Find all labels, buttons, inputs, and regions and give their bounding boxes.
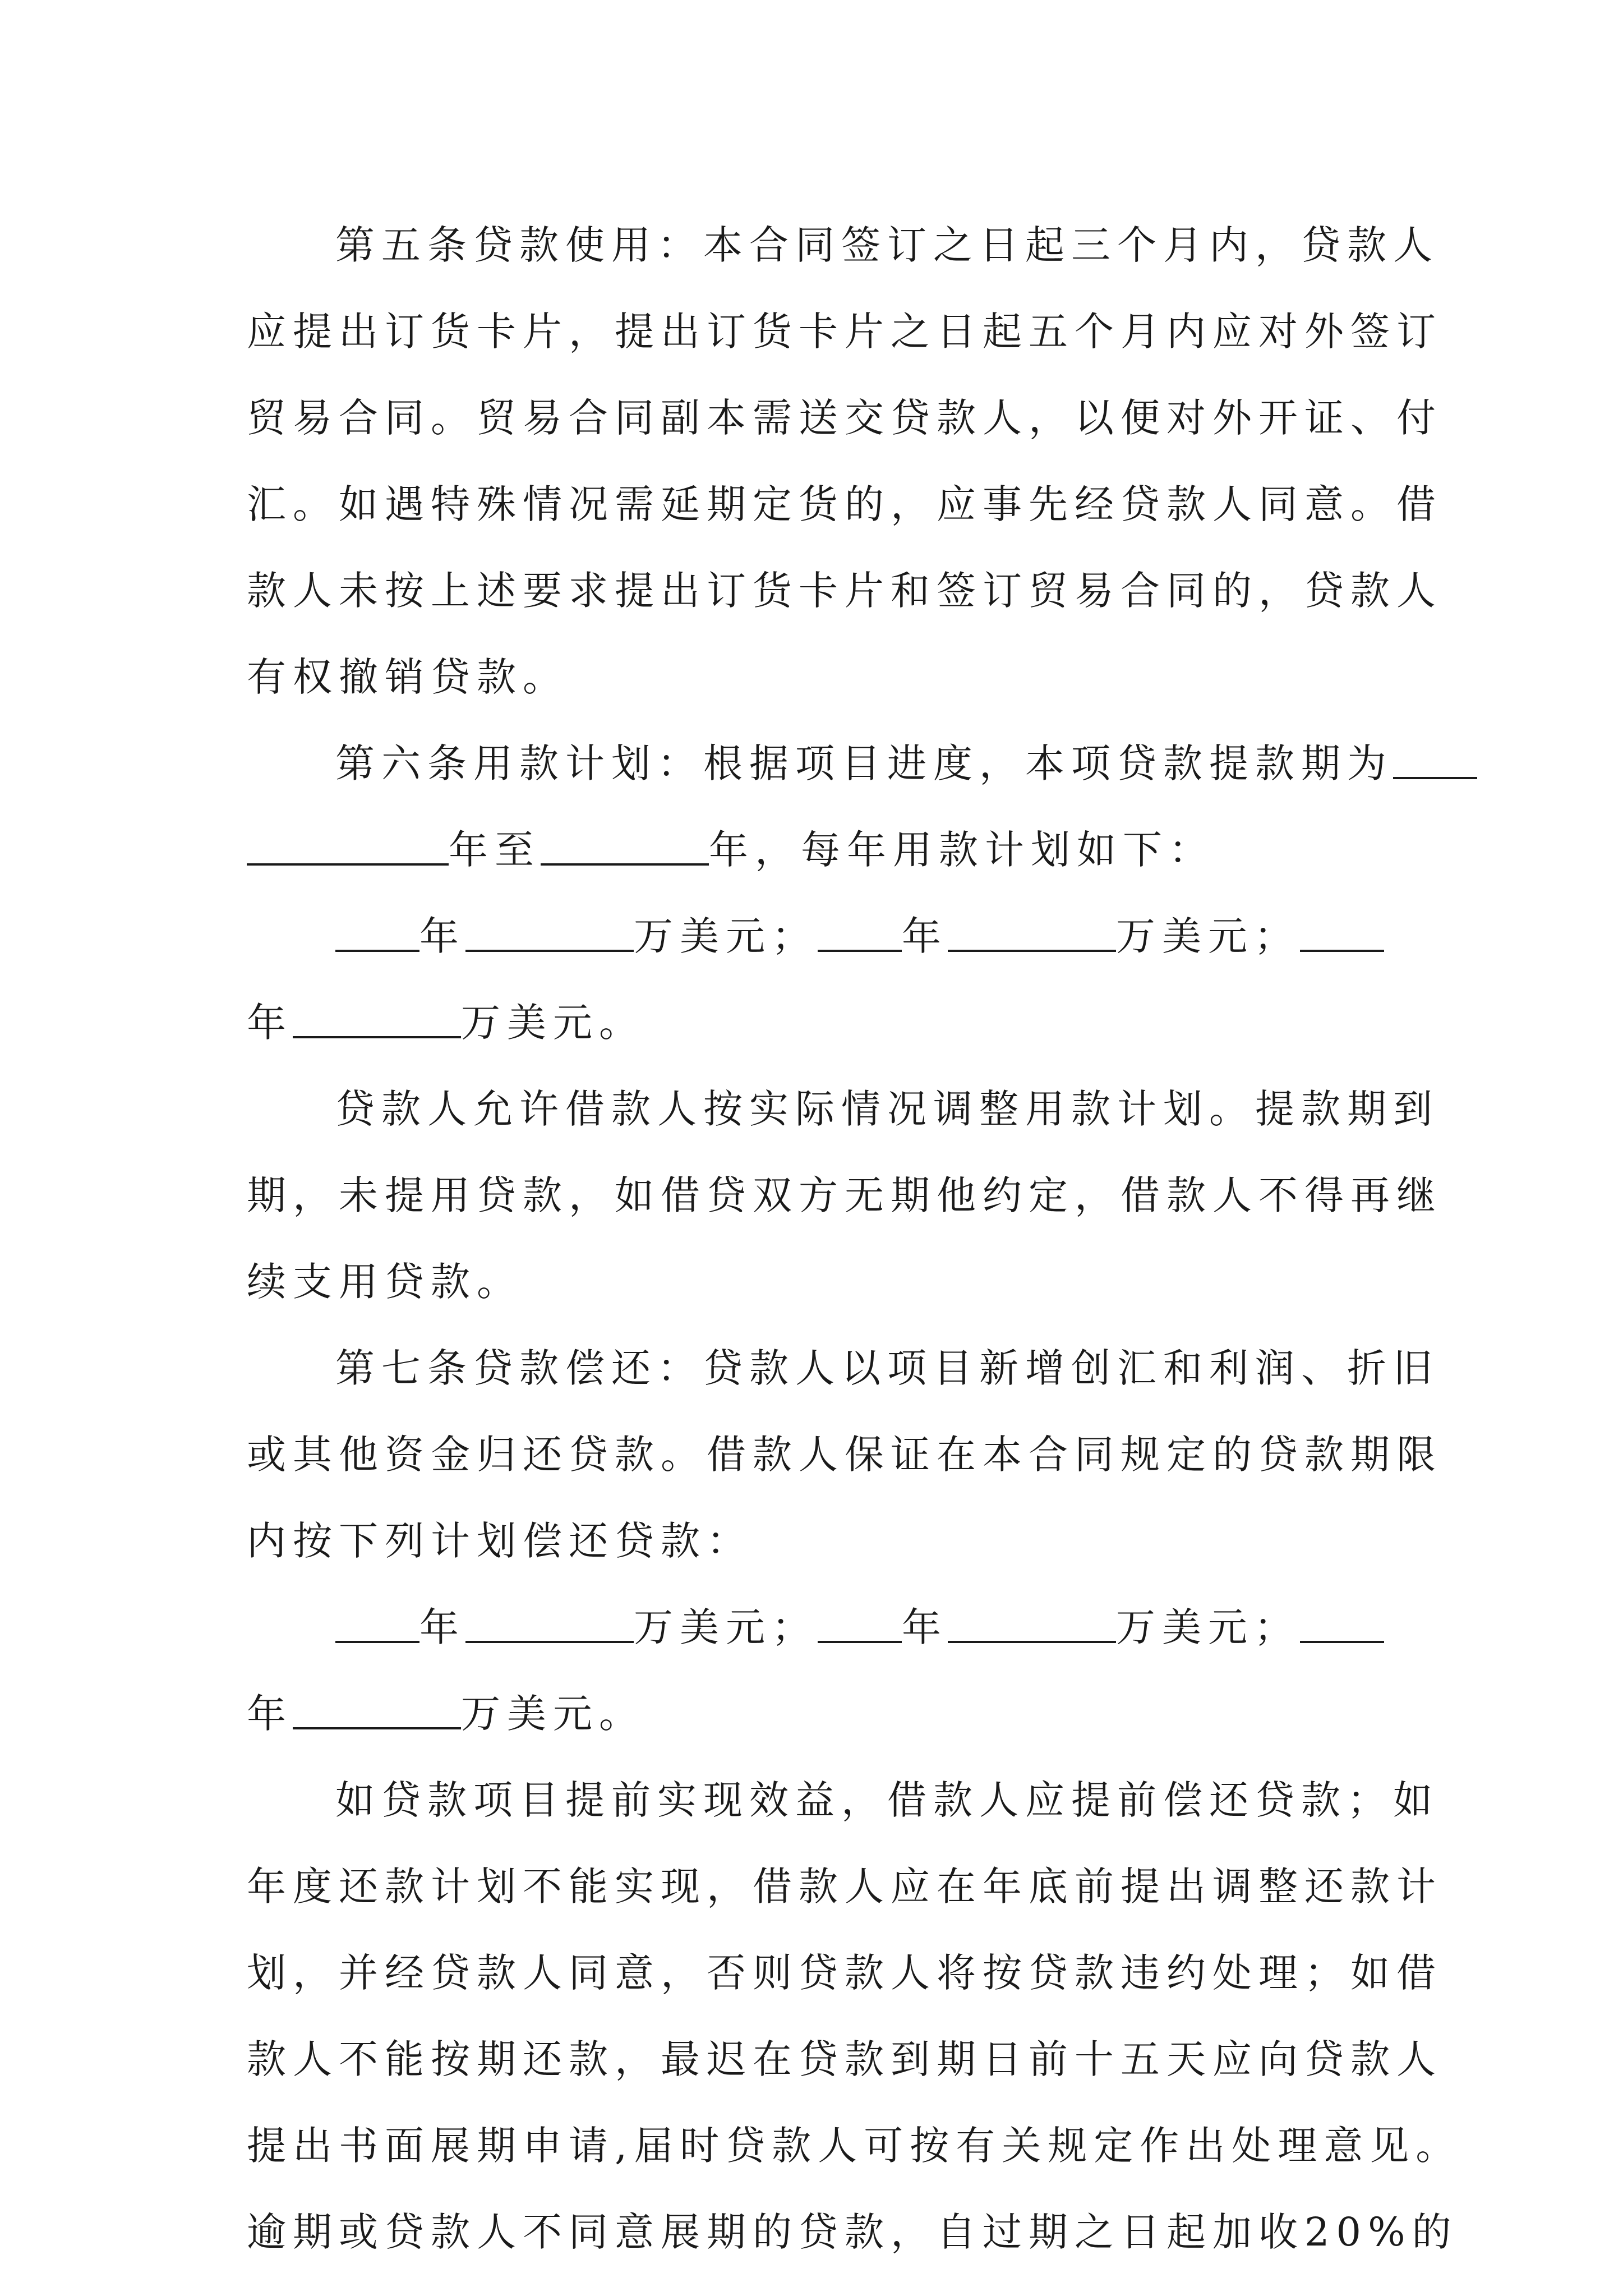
article-6-line-2 xyxy=(247,807,1391,893)
repayment-schedule-line-2 xyxy=(247,1671,1391,1757)
paragraph-6b-line-1: 贷款人允许借款人按实际情况调整用款计划。提款期到 xyxy=(335,1086,1439,1132)
fill-blank xyxy=(465,914,634,952)
article-6-line-1 xyxy=(247,720,1391,807)
fill-blank xyxy=(335,1605,419,1643)
article-5-line-3: 贸易合同。贸易合同副本需送交贷款人，以便对外开证、付 xyxy=(247,395,1442,441)
year-label: 年 xyxy=(902,913,948,959)
article-6-year-to: 年至 xyxy=(449,827,541,873)
fill-blank xyxy=(818,914,902,952)
fill-blank xyxy=(818,1605,902,1643)
year-label: 年 xyxy=(247,1691,293,1737)
drawdown-schedule-line-2 xyxy=(247,979,1391,1066)
fill-blank xyxy=(335,914,419,952)
article-5-line-4: 汇。如遇特殊情况需延期定货的，应事先经贷款人同意。借 xyxy=(247,481,1442,527)
fill-blank xyxy=(1393,741,1477,779)
paragraph-7b-line-3: 划，并经贷款人同意，否则贷款人将按贷款违约处理；如借 xyxy=(247,1950,1442,1996)
paragraph-7b-line-5: 提出书面展期申请,届时贷款人可按有关规定作出处理意见。 xyxy=(247,2123,1462,2169)
amount-unit: 万美元。 xyxy=(461,1000,645,1046)
paragraph-6b-line-2: 期，未提用贷款，如借贷双方无期他约定，借款人不得再继 xyxy=(247,1172,1442,1218)
paragraph-7b-line-2: 年度还款计划不能实现，借款人应在年底前提出调整还款计 xyxy=(247,1864,1442,1910)
fill-blank xyxy=(293,1000,461,1038)
paragraph-6b-line-3: 续支用贷款。 xyxy=(247,1259,523,1305)
year-label: 年 xyxy=(419,1604,465,1650)
fill-blank xyxy=(1300,914,1384,952)
fill-blank xyxy=(247,827,449,866)
article-5-line-1: 第五条贷款使用：本合同签订之日起三个月内，贷款人 xyxy=(335,222,1439,268)
year-label: 年 xyxy=(902,1604,948,1650)
paragraph-7b-line-4: 款人不能按期还款，最迟在贷款到期日前十五天应向贷款人 xyxy=(247,2036,1442,2082)
amount-unit: 万美元； xyxy=(634,913,818,959)
fill-blank xyxy=(948,1605,1116,1643)
repayment-schedule-line-1 xyxy=(247,1584,1391,1671)
article-7-line-1: 第七条贷款偿还：贷款人以项目新增创汇和利润、折旧 xyxy=(335,1345,1439,1391)
amount-unit: 万美元。 xyxy=(461,1691,645,1737)
document-body xyxy=(247,202,1462,2275)
article-5-line-5: 款人未按上述要求提出订货卡片和签订贸易合同的，贷款人 xyxy=(247,568,1442,614)
article-5-line-2: 应提出订货卡片，提出订货卡片之日起五个月内应对外签订 xyxy=(247,309,1442,355)
paragraph-7b-line-1: 如贷款项目提前实现效益，借款人应提前偿还贷款；如 xyxy=(335,1777,1439,1823)
fill-blank xyxy=(465,1605,634,1643)
amount-unit: 万美元； xyxy=(1116,913,1300,959)
fill-blank xyxy=(541,827,709,866)
year-label: 年 xyxy=(419,913,465,959)
amount-unit: 万美元； xyxy=(1116,1604,1300,1650)
year-label: 年 xyxy=(247,1000,293,1046)
article-6-text: 第六条用款计划：根据项目进度，本项贷款提款期为 xyxy=(335,740,1393,786)
article-6-plan-intro: 年，每年用款计划如下： xyxy=(709,827,1215,873)
drawdown-schedule-line-1 xyxy=(247,893,1391,979)
article-7-line-2: 或其他资金归还贷款。借款人保证在本合同规定的贷款期限 xyxy=(247,1432,1442,1478)
article-5-line-6: 有权撤销贷款。 xyxy=(247,654,569,700)
fill-blank xyxy=(1300,1605,1384,1643)
amount-unit: 万美元； xyxy=(634,1604,818,1650)
paragraph-7b-line-6: 逾期或贷款人不同意展期的贷款，自过期之日起加收20%的 xyxy=(247,2209,1458,2255)
fill-blank xyxy=(293,1691,461,1729)
fill-blank xyxy=(948,914,1116,952)
article-7-line-3: 内按下列计划偿还贷款： xyxy=(247,1518,753,1564)
